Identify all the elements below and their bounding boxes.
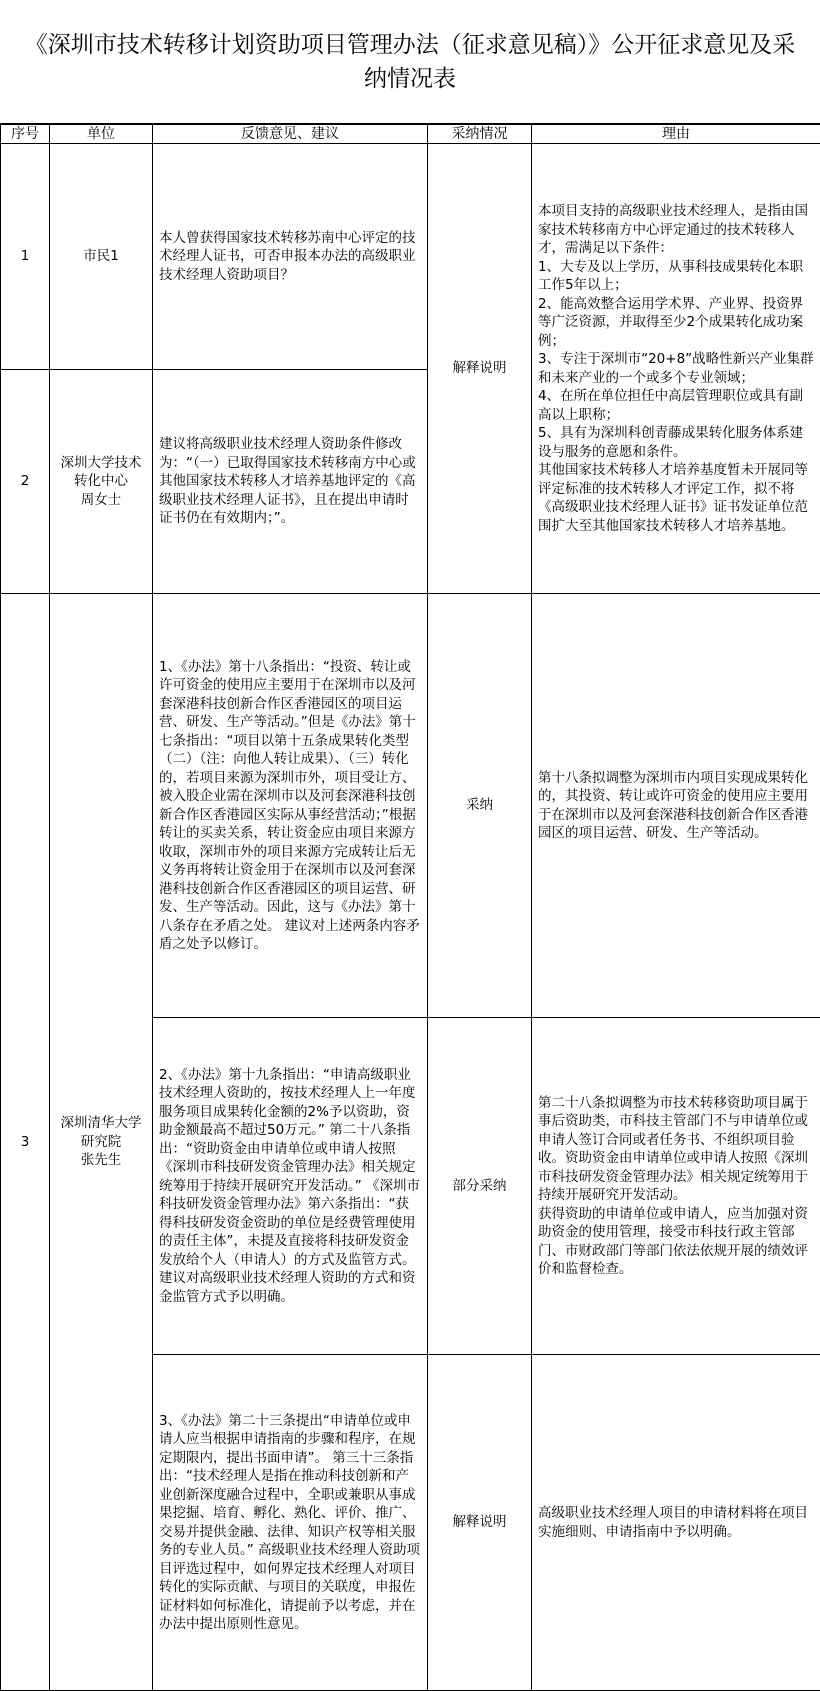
row-feedback: 本人曾获得国家技术转移苏南中心评定的技术经理人证书，可否申报本办法的高级职业技术经理人资助项目？ <box>153 144 428 370</box>
document-title: 《深圳市技术转移计划资助项目管理办法（征求意见稿）》公开征求意见及采纳情况表 <box>0 0 820 124</box>
row-unit: 深圳清华大学研究院 张先生 <box>50 594 153 1691</box>
row-no: 1 <box>1 144 50 370</box>
row-feedback: 建议将高级职业技术经理人资助条件修改为：“（一）已取得国家技术转移南方中心或其他国家技术转移人才培养基地评定的《高级职业技术经理人证书》，且在提出申请时证书仍在有效期内；”。 <box>153 370 428 594</box>
table-row <box>1 594 820 1018</box>
row-feedback: 1、《办法》第十八条指出：“投资、转让或许可资金的使用应主要用于在深圳市以及河套深港科技创新合作区香港园区的项目运营、研发、生产等活动。”但是《办法》第十七条指出：“项目以第十五条成果转化类型（二）（注：向他人转让成果）、（三）转化的，若项目来源为深圳市外，项目受让方、被入股企业需在深圳市以及河套深港科技创新合作区香港园区实际从事经营活动；”根据转让的买卖关系，转让资金应由项目来源方收取，深圳市外的项目来源方完成转让后无义务再将转让资金用于在深圳市以及河套深港科技创新合作区香港园区的项目运营、研发、生产等活动。因此，这与《办法》第十八条存在矛盾之处。 建议对上述两条内容矛盾之处予以修订。 <box>153 594 428 1018</box>
row-reason: 第二十八条拟调整为市技术转移资助项目属于事后资助类，市科技主管部门不与申请单位或申请人签订合同或者任务书、不组织项目验收。资助资金由申请单位或申请人按照《深圳市科技研发资金管理办法》相关规定统筹用于持续开展研究开发活动。 获得资助的申请单位或申请人，应当加强对资助资金的使用管理，接受市科技行政主管部门、市财政部门等部门依法依规开展的绩效评价和监督检查。 <box>532 1018 820 1355</box>
row-reason: 本项目支持的高级职业技术经理人，是指由国家技术转移南方中心评定通过的技术转移人才，需满足以下条件： 1、大专及以上学历，从事科技成果转化本职工作5年以上； 2、能高效整合运用学术界、产业界、投资界等广泛资源，并取得至少2个成果转化成功案例； 3、专注于深圳市“20+8”战略性新兴产业集群和未来产业的一个或多个专业领域； 4、在所在单位担任中高层管理职位或具有副高以上职称； 5、具有为深圳科创青藤成果转化服务体系建设与服务的意愿和条件。 其他国家技术转移人才培养基度暂未开展同等评定标准的技术转移人才评定工作，拟不将《高级职业技术经理人证书》证书发证单位范围扩大至其他国家技术转移人才培养基地。 <box>532 144 820 594</box>
row-feedback: 3、《办法》第二十三条提出“申请单位或申请人应当根据申请指南的步骤和程序，在规定期限内，提出书面申请”。 第三十三条指出：“技术经理人是指在推动科技创新和产业创新深度融合过程中，全职或兼职从事成果挖掘、培育、孵化、熟化、评价、推广、交易并提供金融、法律、知识产权等相关服务的专业人员。” 高级职业技术经理人资助项目评选过程中，如何界定技术经理人对项目转化的实际贡献、与项目的关联度，申报佐证材料如何标准化，请提前予以考虑，并在办法中提出原则性意见。 <box>153 1355 428 1691</box>
header-adoption: 采纳情况 <box>428 125 532 144</box>
header-feedback: 反馈意见、建议 <box>153 125 428 144</box>
table-header-row <box>1 125 820 144</box>
row-adoption: 采纳 <box>428 594 532 1018</box>
header-unit: 单位 <box>50 125 153 144</box>
table-row <box>1 144 820 370</box>
row-adoption: 解释说明 <box>428 144 532 594</box>
row-reason: 第十八条拟调整为深圳市内项目实现成果转化的，其投资、转让或许可资金的使用应主要用于在深圳市以及河套深港科技创新合作区香港园区的项目运营、研发、生产等活动。 <box>532 594 820 1018</box>
row-no: 2 <box>1 370 50 594</box>
row-unit: 市民1 <box>50 144 153 370</box>
row-adoption: 部分采纳 <box>428 1018 532 1355</box>
header-reason: 理由 <box>532 125 820 144</box>
header-no: 序号 <box>1 125 50 144</box>
row-reason: 高级职业技术经理人项目的申请材料将在项目实施细则、申请指南中予以明确。 <box>532 1355 820 1691</box>
row-adoption: 解释说明 <box>428 1355 532 1691</box>
row-unit: 深圳大学技术转化中心 周女士 <box>50 370 153 594</box>
feedback-table <box>0 124 820 1691</box>
row-no: 3 <box>1 594 50 1691</box>
row-feedback: 2、《办法》第十九条指出：“申请高级职业技术经理人资助的，按技术经理人上一年度服务项目成果转化金额的2%予以资助，资助金额最高不超过50万元。” 第二十八条指出：“资助资金由申请单位或申请人按照《深圳市科技研发资金管理办法》相关规定统筹用于持续开展研究开发活动。” 《深圳市科技研发资金管理办法》第六条指出：“获得科技研发资金资助的单位是经费管理使用的责任主体”，未提及直接将科技研发资金发放给个人（申请人）的方式及监管方式。建议对高级职业技术经理人资助的方式和资金监管方式予以明确。 <box>153 1018 428 1355</box>
